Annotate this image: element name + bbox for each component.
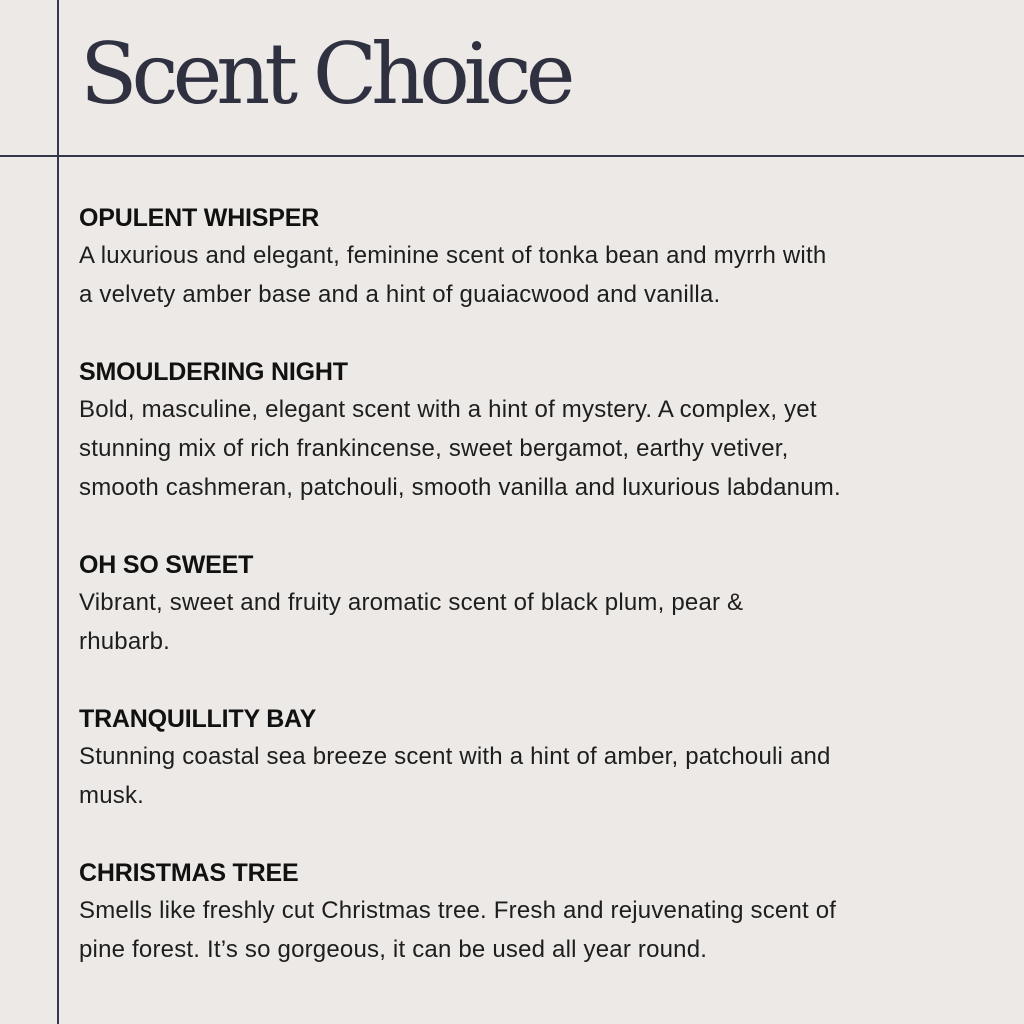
scent-name: TRANQUILLITY BAY xyxy=(79,705,317,733)
scent-description-line: musk. xyxy=(79,782,145,809)
scent-description-line: smooth cashmeran, patchouli, smooth vanilla and luxurious labdanum. xyxy=(79,474,841,501)
scent-description-line: rhubarb. xyxy=(79,628,170,655)
horizontal-divider xyxy=(0,155,1024,157)
scent-description-line: A luxurious and elegant, feminine scent of tonka bean and myrrh with xyxy=(79,242,827,269)
scent-description-line: Stunning coastal sea breeze scent with a hint of amber, patchouli and xyxy=(79,743,831,770)
scent-description-line: stunning mix of rich frankincense, sweet bergamot, earthy vetiver, xyxy=(79,435,789,462)
scent-description-line: Vibrant, sweet and fruity aromatic scent of black plum, pear & xyxy=(79,589,744,616)
scent-description-line: Smells like freshly cut Christmas tree. Fresh and rejuvenating scent of xyxy=(79,897,837,924)
scent-name: CHRISTMAS TREE xyxy=(79,859,299,887)
scent-description-line: Bold, masculine, elegant scent with a hint of mystery. A complex, yet xyxy=(79,396,817,423)
scent-item-tranquillity-bay xyxy=(79,701,979,815)
scent-name: OPULENT WHISPER xyxy=(79,204,320,232)
scent-description-line: pine forest. It’s so gorgeous, it can be used all year round. xyxy=(79,936,708,963)
scent-description-line: a velvety amber base and a hint of guaiacwood and vanilla. xyxy=(79,281,721,308)
scent-item-smouldering-night xyxy=(79,354,979,507)
scent-name: OH SO SWEET xyxy=(79,551,254,579)
scent-list xyxy=(79,200,979,969)
scent-name: SMOULDERING NIGHT xyxy=(79,358,348,386)
page-title: Scent Choice xyxy=(80,25,570,123)
vertical-divider xyxy=(57,0,59,1024)
scent-item-oh-so-sweet xyxy=(79,547,979,661)
scent-item-christmas-tree xyxy=(79,855,979,969)
scent-item-opulent-whisper xyxy=(79,200,979,314)
